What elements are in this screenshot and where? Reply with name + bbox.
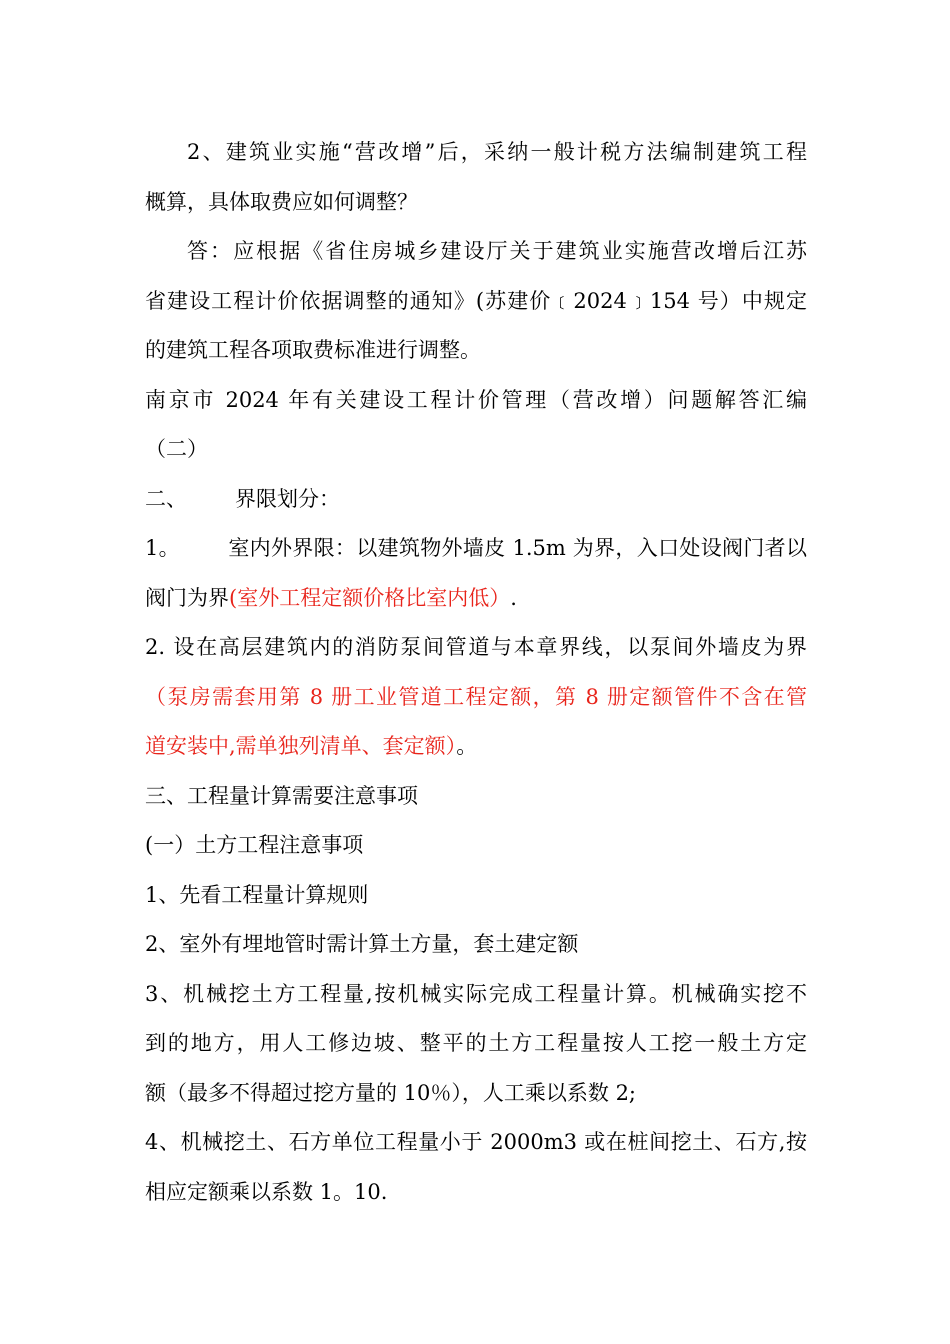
point-4-line-1: 4、机械挖土、石方单位工程量小于 2000m3 或在桩间挖土、石方,按 [145, 1130, 807, 1154]
section-heading-line-2: （二） [145, 437, 208, 461]
item-2-note-line-1: （泵房需套用第 8 册工业管道工程定额，第 8 册定额管件不含在管 [145, 684, 807, 709]
point-3-line-3: 额（最多不得超过挖方量的 10％），人工乘以系数 2; [145, 1080, 637, 1105]
item-2-line-1: 2. 设在高层建筑内的消防泵间管道与本章界线，以泵间外墙皮为界 [145, 635, 807, 659]
answer-line-3: 的建筑工程各项取费标准进行调整。 [145, 338, 481, 362]
item-1-line-2 [145, 574, 807, 624]
point-1: 1、先看工程量计算规则 [145, 882, 369, 907]
section-2-title: 界限划分： [235, 486, 340, 511]
document-page [145, 128, 807, 1217]
item-2-line-3 [145, 722, 807, 772]
point-3-line-1: 3、机械挖土方工程量,按机械实际完成工程量计算。机械确实挖不 [145, 981, 807, 1006]
answer-line-1: 答：应根据《省住房城乡建设厅关于建筑业实施营改增后江苏 [187, 239, 807, 263]
section-2-heading [145, 475, 807, 525]
section-3-heading: 三、工程量计算需要注意事项 [145, 783, 418, 808]
item-1-number: 1。 [145, 536, 181, 560]
point-2: 2、室外有埋地管时需计算土方量，套土建定额 [145, 932, 579, 956]
answer-line-2: 省建设工程计价依据调整的通知》(苏建价﹝2024﹞154 号）中规定 [145, 288, 807, 313]
question-2-line-2: 概算，具体取费应如何调整？ [145, 189, 418, 214]
item-1-line-1 [145, 524, 807, 574]
item-2-end: 。 [456, 734, 478, 758]
subsection-1-heading: (一）土方工程注意事项 [145, 833, 364, 857]
item-1-note-red: (室外工程定额价格比室内低） [229, 585, 511, 610]
section-heading-line-1: 南京市 2024 年有关建设工程计价管理（营改增）问题解答汇编 [145, 387, 807, 412]
point-4-line-2: 相应定额乘以系数 1。10. [145, 1179, 388, 1204]
question-2-line-1: 2、建筑业实施“营改增”后，采纳一般计税方法编制建筑工程 [187, 140, 807, 164]
item-1-end: . [510, 585, 517, 610]
item-1-text-black: 阀门为界 [145, 585, 229, 610]
item-2-note-line-2: 道安装中,需单独列清单、套定额） [145, 734, 457, 758]
item-1-text: 室内外界限：以建筑物外墙皮 1.5m 为界，入口处设阀门者以 [228, 536, 807, 560]
section-2-number: 二、 [145, 486, 187, 511]
point-3-line-2: 到的地方，用人工修边坡、整平的土方工程量按人工挖一般土方定 [145, 1031, 807, 1055]
